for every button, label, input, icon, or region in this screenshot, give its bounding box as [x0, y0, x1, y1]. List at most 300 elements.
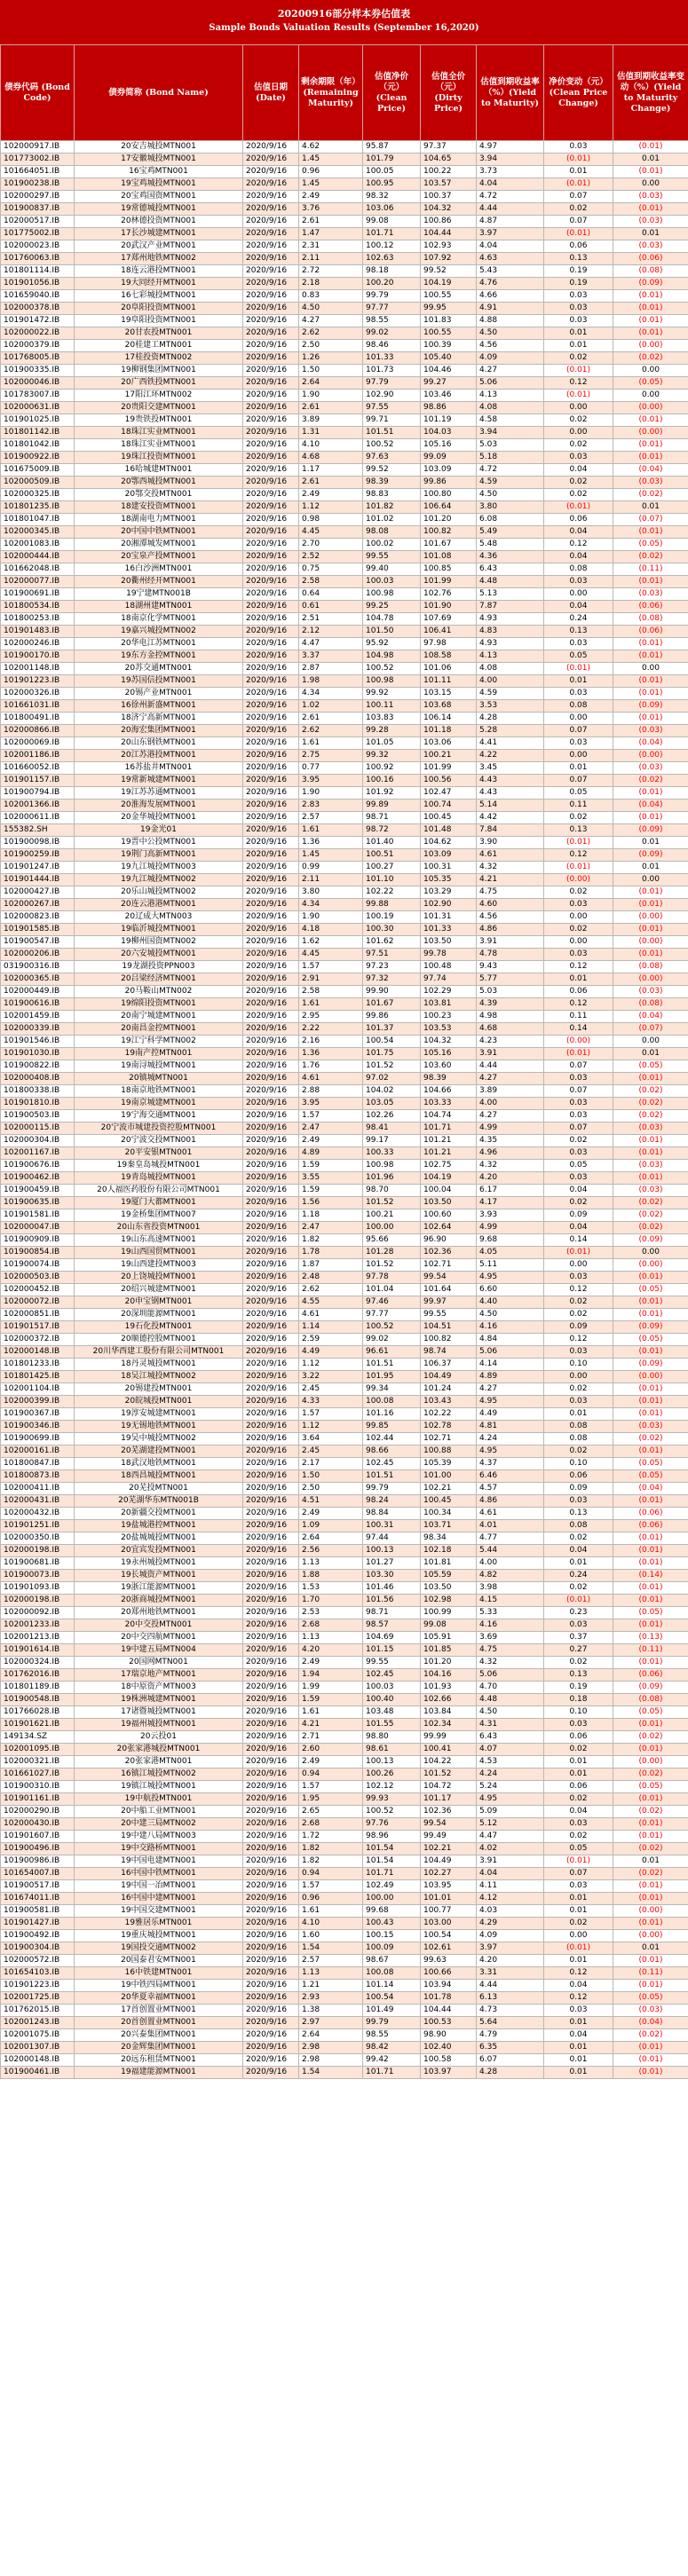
cell-yield-to-maturity: 3.73: [477, 166, 544, 178]
cell-yield-to-maturity: 4.50: [477, 1706, 544, 1719]
cell-clean-price: 100.08: [363, 1967, 421, 1980]
cell-remaining-maturity: 0.94: [299, 1769, 363, 1781]
cell-yield-to-maturity: 4.15: [477, 1595, 544, 1607]
cell-clean-price: 99.85: [363, 1421, 421, 1433]
cell-dirty-price: 103.84: [421, 1706, 477, 1719]
cell-ytm-change: (0.08): [613, 998, 688, 1011]
cell-remaining-maturity: 4.68: [299, 452, 363, 464]
cell-bond-name: 19南产控MTN001: [75, 1048, 243, 1060]
table-row: [1, 1209, 688, 1222]
table-row: [1, 1582, 688, 1595]
cell-bond-code: 102001083.IB: [1, 539, 75, 551]
cell-dirty-price: 104.72: [421, 1781, 477, 1793]
cell-bond-name: 20南宁城建MTN001: [75, 1011, 243, 1023]
cell-bond-name: 16苏盐井MTN001: [75, 762, 243, 775]
cell-clean-price-change: 0.00: [544, 911, 613, 924]
cell-bond-code: 102000449.IB: [1, 986, 75, 998]
cell-bond-name: 19嘉兴城投MTN002: [75, 626, 243, 638]
table-row: [1, 576, 688, 588]
cell-clean-price-change: 0.08: [544, 563, 613, 576]
cell-valuation-date: 2020/9/16: [243, 427, 299, 439]
cell-bond-code: 101901607.IB: [1, 1831, 75, 1843]
cell-bond-name: 20华夏幸福MTN001: [75, 1992, 243, 2005]
cell-ytm-change: 0.01: [613, 1855, 688, 1868]
cell-dirty-price: 102.36: [421, 1247, 477, 1259]
cell-clean-price: 98.70: [363, 1185, 421, 1197]
cell-yield-to-maturity: 4.37: [477, 1458, 544, 1470]
cell-bond-name: 19大同经开MTN001: [75, 278, 243, 290]
cell-yield-to-maturity: 4.04: [477, 178, 544, 191]
cell-yield-to-maturity: 4.48: [477, 1694, 544, 1706]
table-row: [1, 1694, 688, 1706]
table-row: [1, 1147, 688, 1160]
cell-yield-to-maturity: 4.44: [477, 1980, 544, 1992]
cell-clean-price: 101.82: [363, 501, 421, 514]
cell-dirty-price: 100.48: [421, 961, 477, 973]
cell-valuation-date: 2020/9/16: [243, 1508, 299, 1520]
cell-clean-price: 98.71: [363, 1607, 421, 1619]
cell-ytm-change: (0.09): [613, 824, 688, 837]
cell-clean-price: 101.40: [363, 837, 421, 849]
cell-clean-price: 97.46: [363, 1296, 421, 1309]
cell-clean-price: 100.98: [363, 1160, 421, 1172]
cell-bond-name: 19柳州国资MTN002: [75, 936, 243, 949]
cell-remaining-maturity: 1.57: [299, 961, 363, 973]
cell-ytm-change: (0.01): [613, 1719, 688, 1731]
cell-dirty-price: 100.55: [421, 327, 477, 340]
cell-remaining-maturity: 2.57: [299, 812, 363, 824]
cell-remaining-maturity: 4.27: [299, 315, 363, 327]
cell-dirty-price: 101.17: [421, 1793, 477, 1806]
cell-clean-price-change: 0.12: [544, 849, 613, 862]
cell-dirty-price: 99.78: [421, 949, 477, 961]
table-row: [1, 1769, 688, 1781]
cell-yield-to-maturity: 4.03: [477, 1905, 544, 1918]
cell-clean-price: 100.30: [363, 924, 421, 936]
cell-clean-price: 99.79: [363, 1483, 421, 1495]
cell-bond-code: 102000411.IB: [1, 1483, 75, 1495]
cell-remaining-maturity: 1.78: [299, 1247, 363, 1259]
cell-clean-price: 101.50: [363, 626, 421, 638]
cell-bond-code: 102001243.IB: [1, 2017, 75, 2029]
cell-yield-to-maturity: 4.77: [477, 1532, 544, 1545]
cell-bond-code: 102000345.IB: [1, 526, 75, 539]
cell-dirty-price: 102.66: [421, 1694, 477, 1706]
cell-valuation-date: 2020/9/16: [243, 862, 299, 874]
cell-clean-price-change: 0.03: [544, 290, 613, 303]
cell-yield-to-maturity: 3.91: [477, 1855, 544, 1868]
cell-yield-to-maturity: 6.46: [477, 1470, 544, 1483]
cell-ytm-change: (0.05): [613, 1334, 688, 1346]
cell-ytm-change: (0.02): [613, 1843, 688, 1855]
cell-bond-code: 102000324.IB: [1, 1657, 75, 1669]
cell-bond-code: 101801114.IB: [1, 265, 75, 278]
cell-clean-price-change: 0.06: [544, 1731, 613, 1744]
cell-bond-name: 17长沙城建MTN001: [75, 228, 243, 240]
cell-ytm-change: (0.03): [613, 191, 688, 203]
cell-clean-price: 99.08: [363, 216, 421, 228]
cell-clean-price-change: 0.13: [544, 1669, 613, 1682]
cell-yield-to-maturity: 4.76: [477, 278, 544, 290]
cell-ytm-change: (0.08): [613, 265, 688, 278]
cell-remaining-maturity: 4.62: [299, 141, 363, 154]
table-row: [1, 961, 688, 973]
cell-yield-to-maturity: 4.17: [477, 1197, 544, 1209]
cell-ytm-change: (0.01): [613, 2067, 688, 2079]
cell-bond-code: 101900367.IB: [1, 1408, 75, 1421]
cell-bond-code: 101900548.IB: [1, 1694, 75, 1706]
cell-clean-price: 101.92: [363, 787, 421, 800]
cell-bond-name: 20甘农投MTN001: [75, 327, 243, 340]
table-row: [1, 290, 688, 303]
cell-bond-name: 20广西铁投MTN001: [75, 377, 243, 390]
cell-bond-name: 18中原资产MTN003: [75, 1682, 243, 1694]
cell-yield-to-maturity: 3.97: [477, 228, 544, 240]
cell-ytm-change: (0.01): [613, 166, 688, 178]
cell-remaining-maturity: 2.72: [299, 265, 363, 278]
cell-ytm-change: 0.00: [613, 365, 688, 377]
cell-yield-to-maturity: 4.87: [477, 216, 544, 228]
cell-valuation-date: 2020/9/16: [243, 1545, 299, 1557]
cell-clean-price-change: 0.02: [544, 1831, 613, 1843]
cell-clean-price-change: 0.23: [544, 1607, 613, 1619]
cell-ytm-change: (0.11): [613, 1644, 688, 1657]
cell-bond-name: 20湘潭城发MTN001: [75, 539, 243, 551]
cell-clean-price-change: 0.03: [544, 1346, 613, 1359]
cell-ytm-change: (0.02): [613, 1197, 688, 1209]
cell-valuation-date: 2020/9/16: [243, 228, 299, 240]
cell-valuation-date: 2020/9/16: [243, 352, 299, 365]
cell-clean-price-change: 0.09: [544, 1209, 613, 1222]
cell-remaining-maturity: 1.59: [299, 1160, 363, 1172]
cell-bond-code: 101901444.IB: [1, 874, 75, 886]
cell-clean-price-change: 0.02: [544, 489, 613, 501]
cell-dirty-price: 102.98: [421, 1595, 477, 1607]
cell-ytm-change: (0.08): [613, 613, 688, 626]
cell-clean-price-change: 0.03: [544, 141, 613, 154]
cell-clean-price: 101.28: [363, 1247, 421, 1259]
cell-ytm-change: (0.01): [613, 290, 688, 303]
cell-clean-price: 100.98: [363, 675, 421, 688]
cell-ytm-change: (0.02): [613, 1222, 688, 1234]
cell-clean-price: 97.32: [363, 973, 421, 986]
cell-bond-code: 101660052.IB: [1, 762, 75, 775]
cell-clean-price: 97.76: [363, 1818, 421, 1831]
cell-clean-price-change: 0.03: [544, 949, 613, 961]
cell-clean-price: 101.51: [363, 427, 421, 439]
cell-bond-code: 101801235.IB: [1, 501, 75, 514]
cell-remaining-maturity: 2.98: [299, 2054, 363, 2067]
cell-bond-code: 149134.SZ: [1, 1731, 75, 1744]
cell-clean-price: 104.69: [363, 1632, 421, 1644]
cell-clean-price-change: 0.06: [544, 986, 613, 998]
cell-bond-code: 101801142.IB: [1, 427, 75, 439]
cell-valuation-date: 2020/9/16: [243, 327, 299, 340]
cell-dirty-price: 108.58: [421, 650, 477, 663]
cell-clean-price: 101.10: [363, 874, 421, 886]
cell-ytm-change: (0.01): [613, 1545, 688, 1557]
cell-clean-price: 99.89: [363, 800, 421, 812]
table-row: [1, 1905, 688, 1918]
cell-clean-price: 97.55: [363, 402, 421, 414]
cell-clean-price: 100.43: [363, 1918, 421, 1930]
cell-bond-code: 101654103.IB: [1, 1967, 75, 1980]
cell-bond-code: 102000444.IB: [1, 551, 75, 563]
cell-clean-price: 99.79: [363, 290, 421, 303]
cell-yield-to-maturity: 4.97: [477, 141, 544, 154]
cell-dirty-price: 101.21: [421, 1147, 477, 1160]
table-row: [1, 638, 688, 650]
cell-ytm-change: 0.00: [613, 390, 688, 402]
cell-dirty-price: 104.66: [421, 1085, 477, 1098]
cell-yield-to-maturity: 4.24: [477, 1769, 544, 1781]
cell-dirty-price: 104.65: [421, 154, 477, 166]
cell-clean-price: 99.25: [363, 601, 421, 613]
cell-ytm-change: (0.00): [613, 1371, 688, 1383]
table-row: [1, 824, 688, 837]
cell-clean-price: 98.83: [363, 489, 421, 501]
table-row: [1, 439, 688, 452]
table-row: [1, 1992, 688, 2005]
cell-bond-name: 20六安城投MTN001: [75, 949, 243, 961]
cell-clean-price: 101.71: [363, 228, 421, 240]
cell-bond-name: 19柳钢集团MTN001: [75, 365, 243, 377]
cell-bond-name: 20宜宾发投MTN001: [75, 1545, 243, 1557]
cell-remaining-maturity: 1.45: [299, 178, 363, 191]
cell-valuation-date: 2020/9/16: [243, 1657, 299, 1669]
cell-yield-to-maturity: 4.29: [477, 1918, 544, 1930]
cell-bond-code: 102000325.IB: [1, 489, 75, 501]
cell-valuation-date: 2020/9/16: [243, 1048, 299, 1060]
cell-clean-price-change: 0.04: [544, 1806, 613, 1818]
cell-clean-price-change: 0.00: [544, 427, 613, 439]
cell-bond-code: 101900822.IB: [1, 1060, 75, 1073]
table-row: [1, 191, 688, 203]
cell-bond-code: 101900547.IB: [1, 936, 75, 949]
cell-remaining-maturity: 1.36: [299, 1048, 363, 1060]
cell-clean-price: 102.44: [363, 1433, 421, 1446]
cell-dirty-price: 104.19: [421, 278, 477, 290]
cell-yield-to-maturity: 4.61: [477, 1508, 544, 1520]
cell-ytm-change: (0.01): [613, 1880, 688, 1893]
cell-remaining-maturity: 2.49: [299, 1508, 363, 1520]
cell-remaining-maturity: 0.99: [299, 862, 363, 874]
cell-clean-price-change: 0.24: [544, 1570, 613, 1582]
cell-bond-code: 101675009.IB: [1, 464, 75, 477]
table-row: [1, 688, 688, 700]
cell-clean-price-change: 0.02: [544, 1309, 613, 1321]
cell-ytm-change: (0.03): [613, 986, 688, 998]
cell-remaining-maturity: 2.93: [299, 1992, 363, 2005]
cell-clean-price-change: 0.01: [544, 1955, 613, 1967]
cell-dirty-price: 99.54: [421, 1272, 477, 1284]
cell-yield-to-maturity: 4.43: [477, 775, 544, 787]
cell-yield-to-maturity: 4.28: [477, 2067, 544, 2079]
cell-yield-to-maturity: 4.40: [477, 1296, 544, 1309]
cell-bond-code: 101900681.IB: [1, 1557, 75, 1570]
cell-ytm-change: (0.01): [613, 1744, 688, 1756]
table-row: [1, 1446, 688, 1458]
cell-remaining-maturity: 0.77: [299, 762, 363, 775]
table-row: [1, 1806, 688, 1818]
cell-valuation-date: 2020/9/16: [243, 998, 299, 1011]
report-title-bar: [0, 0, 688, 44]
cell-clean-price: 103.83: [363, 713, 421, 725]
cell-dirty-price: 100.88: [421, 1446, 477, 1458]
table-row: [1, 973, 688, 986]
cell-ytm-change: (0.00): [613, 936, 688, 949]
cell-bond-code: 101762015.IB: [1, 2005, 75, 2017]
cell-dirty-price: 99.54: [421, 1818, 477, 1831]
table-row: [1, 2005, 688, 2017]
cell-bond-name: 20衢州经开MTN001: [75, 576, 243, 588]
cell-ytm-change: (0.01): [613, 1582, 688, 1595]
table-row: [1, 1744, 688, 1756]
cell-remaining-maturity: 2.50: [299, 1483, 363, 1495]
cell-ytm-change: (0.01): [613, 439, 688, 452]
cell-ytm-change: (0.01): [613, 1147, 688, 1160]
cell-dirty-price: 99.95: [421, 303, 477, 315]
table-row: [1, 539, 688, 551]
cell-dirty-price: 100.58: [421, 2054, 477, 2067]
cell-ytm-change: (0.00): [613, 973, 688, 986]
cell-clean-price-change: 0.03: [544, 315, 613, 327]
table-row: [1, 713, 688, 725]
cell-remaining-maturity: 1.61: [299, 737, 363, 750]
cell-bond-code: 102000399.IB: [1, 1396, 75, 1408]
cell-valuation-date: 2020/9/16: [243, 439, 299, 452]
cell-yield-to-maturity: 6.13: [477, 1992, 544, 2005]
cell-clean-price: 99.92: [363, 688, 421, 700]
cell-clean-price-change: 0.08: [544, 700, 613, 713]
table-row: [1, 240, 688, 253]
cell-ytm-change: (0.01): [613, 315, 688, 327]
cell-remaining-maturity: 2.58: [299, 576, 363, 588]
cell-ytm-change: (0.01): [613, 1272, 688, 1284]
table-row: [1, 526, 688, 539]
cell-clean-price-change: 0.12: [544, 961, 613, 973]
cell-ytm-change: (0.04): [613, 1483, 688, 1495]
cell-yield-to-maturity: 4.07: [477, 1744, 544, 1756]
table-row: [1, 464, 688, 477]
cell-valuation-date: 2020/9/16: [243, 1396, 299, 1408]
cell-valuation-date: 2020/9/16: [243, 1060, 299, 1073]
cell-dirty-price: 100.54: [421, 1930, 477, 1942]
cell-ytm-change: (0.03): [613, 1123, 688, 1135]
cell-bond-code: 102000148.IB: [1, 1346, 75, 1359]
cell-yield-to-maturity: 4.99: [477, 1123, 544, 1135]
cell-ytm-change: (0.04): [613, 2017, 688, 2029]
cell-remaining-maturity: 1.72: [299, 1831, 363, 1843]
cell-clean-price-change: 0.03: [544, 1098, 613, 1110]
cell-dirty-price: 103.53: [421, 1023, 477, 1036]
cell-clean-price-change: 0.11: [544, 1011, 613, 1023]
cell-bond-name: 20江苏港投MTN001: [75, 750, 243, 762]
cell-valuation-date: 2020/9/16: [243, 1719, 299, 1731]
cell-valuation-date: 2020/9/16: [243, 1843, 299, 1855]
cell-clean-price-change: 0.07: [544, 1060, 613, 1073]
cell-yield-to-maturity: 4.02: [477, 1843, 544, 1855]
cell-remaining-maturity: 0.61: [299, 601, 363, 613]
table-row: [1, 278, 688, 290]
cell-clean-price: 98.80: [363, 1731, 421, 1744]
cell-yield-to-maturity: 4.14: [477, 1359, 544, 1371]
table-row: [1, 2054, 688, 2067]
cell-yield-to-maturity: 4.12: [477, 1893, 544, 1905]
cell-clean-price-change: 0.02: [544, 477, 613, 489]
cell-clean-price: 101.02: [363, 514, 421, 526]
cell-valuation-date: 2020/9/16: [243, 1284, 299, 1296]
cell-remaining-maturity: 2.18: [299, 278, 363, 290]
cell-dirty-price: 101.67: [421, 539, 477, 551]
cell-bond-name: 16徐州新盛MTN001: [75, 700, 243, 713]
cell-bond-code: 101773002.IB: [1, 154, 75, 166]
cell-ytm-change: 0.00: [613, 178, 688, 191]
cell-bond-code: 101901614.IB: [1, 1644, 75, 1657]
cell-bond-code: 101900098.IB: [1, 837, 75, 849]
cell-ytm-change: (0.09): [613, 278, 688, 290]
cell-clean-price-change: 0.06: [544, 514, 613, 526]
cell-yield-to-maturity: 4.48: [477, 576, 544, 588]
cell-valuation-date: 2020/9/16: [243, 166, 299, 178]
cell-bond-code: 101901585.IB: [1, 924, 75, 936]
cell-clean-price: 95.66: [363, 1234, 421, 1247]
cell-yield-to-maturity: 4.75: [477, 1644, 544, 1657]
cell-dirty-price: 101.00: [421, 1470, 477, 1483]
cell-bond-code: 101901056.IB: [1, 278, 75, 290]
cell-remaining-maturity: 2.68: [299, 1818, 363, 1831]
cell-clean-price: 100.13: [363, 1756, 421, 1769]
cell-valuation-date: 2020/9/16: [243, 775, 299, 787]
cell-clean-price-change: (0.01): [544, 178, 613, 191]
table-row: [1, 477, 688, 489]
cell-clean-price-change: 0.13: [544, 824, 613, 837]
cell-bond-code: 102001307.IB: [1, 2042, 75, 2054]
cell-clean-price-change: 0.04: [544, 1222, 613, 1234]
cell-clean-price-change: 0.11: [544, 800, 613, 812]
cell-dirty-price: 103.09: [421, 849, 477, 862]
cell-clean-price-change: 0.03: [544, 1619, 613, 1632]
cell-yield-to-maturity: 4.93: [477, 613, 544, 626]
cell-ytm-change: (0.06): [613, 1508, 688, 1520]
cell-bond-name: 19雅居乐MTN001: [75, 1918, 243, 1930]
table-row: [1, 1110, 688, 1123]
cell-ytm-change: 0.00: [613, 1036, 688, 1048]
valuation-table: [0, 44, 688, 2079]
cell-valuation-date: 2020/9/16: [243, 1619, 299, 1632]
cell-remaining-maturity: 2.75: [299, 750, 363, 762]
cell-yield-to-maturity: 3.45: [477, 762, 544, 775]
cell-valuation-date: 2020/9/16: [243, 1769, 299, 1781]
cell-ytm-change: (0.06): [613, 1669, 688, 1682]
cell-dirty-price: 98.90: [421, 2029, 477, 2042]
cell-ytm-change: (0.07): [613, 514, 688, 526]
cell-dirty-price: 100.85: [421, 563, 477, 576]
cell-bond-name: 18武汉地铁MTN001: [75, 1458, 243, 1470]
table-row: [1, 1880, 688, 1893]
cell-dirty-price: 103.15: [421, 688, 477, 700]
cell-dirty-price: 98.74: [421, 1346, 477, 1359]
cell-clean-price: 103.06: [363, 203, 421, 216]
cell-valuation-date: 2020/9/16: [243, 737, 299, 750]
cell-clean-price-change: 0.03: [544, 1396, 613, 1408]
cell-clean-price: 99.28: [363, 725, 421, 737]
cell-ytm-change: (0.01): [613, 899, 688, 911]
cell-yield-to-maturity: 4.13: [477, 650, 544, 663]
cell-ytm-change: (0.03): [613, 240, 688, 253]
cell-bond-name: 19中国电建MTN001: [75, 1855, 243, 1868]
cell-ytm-change: (0.02): [613, 551, 688, 563]
